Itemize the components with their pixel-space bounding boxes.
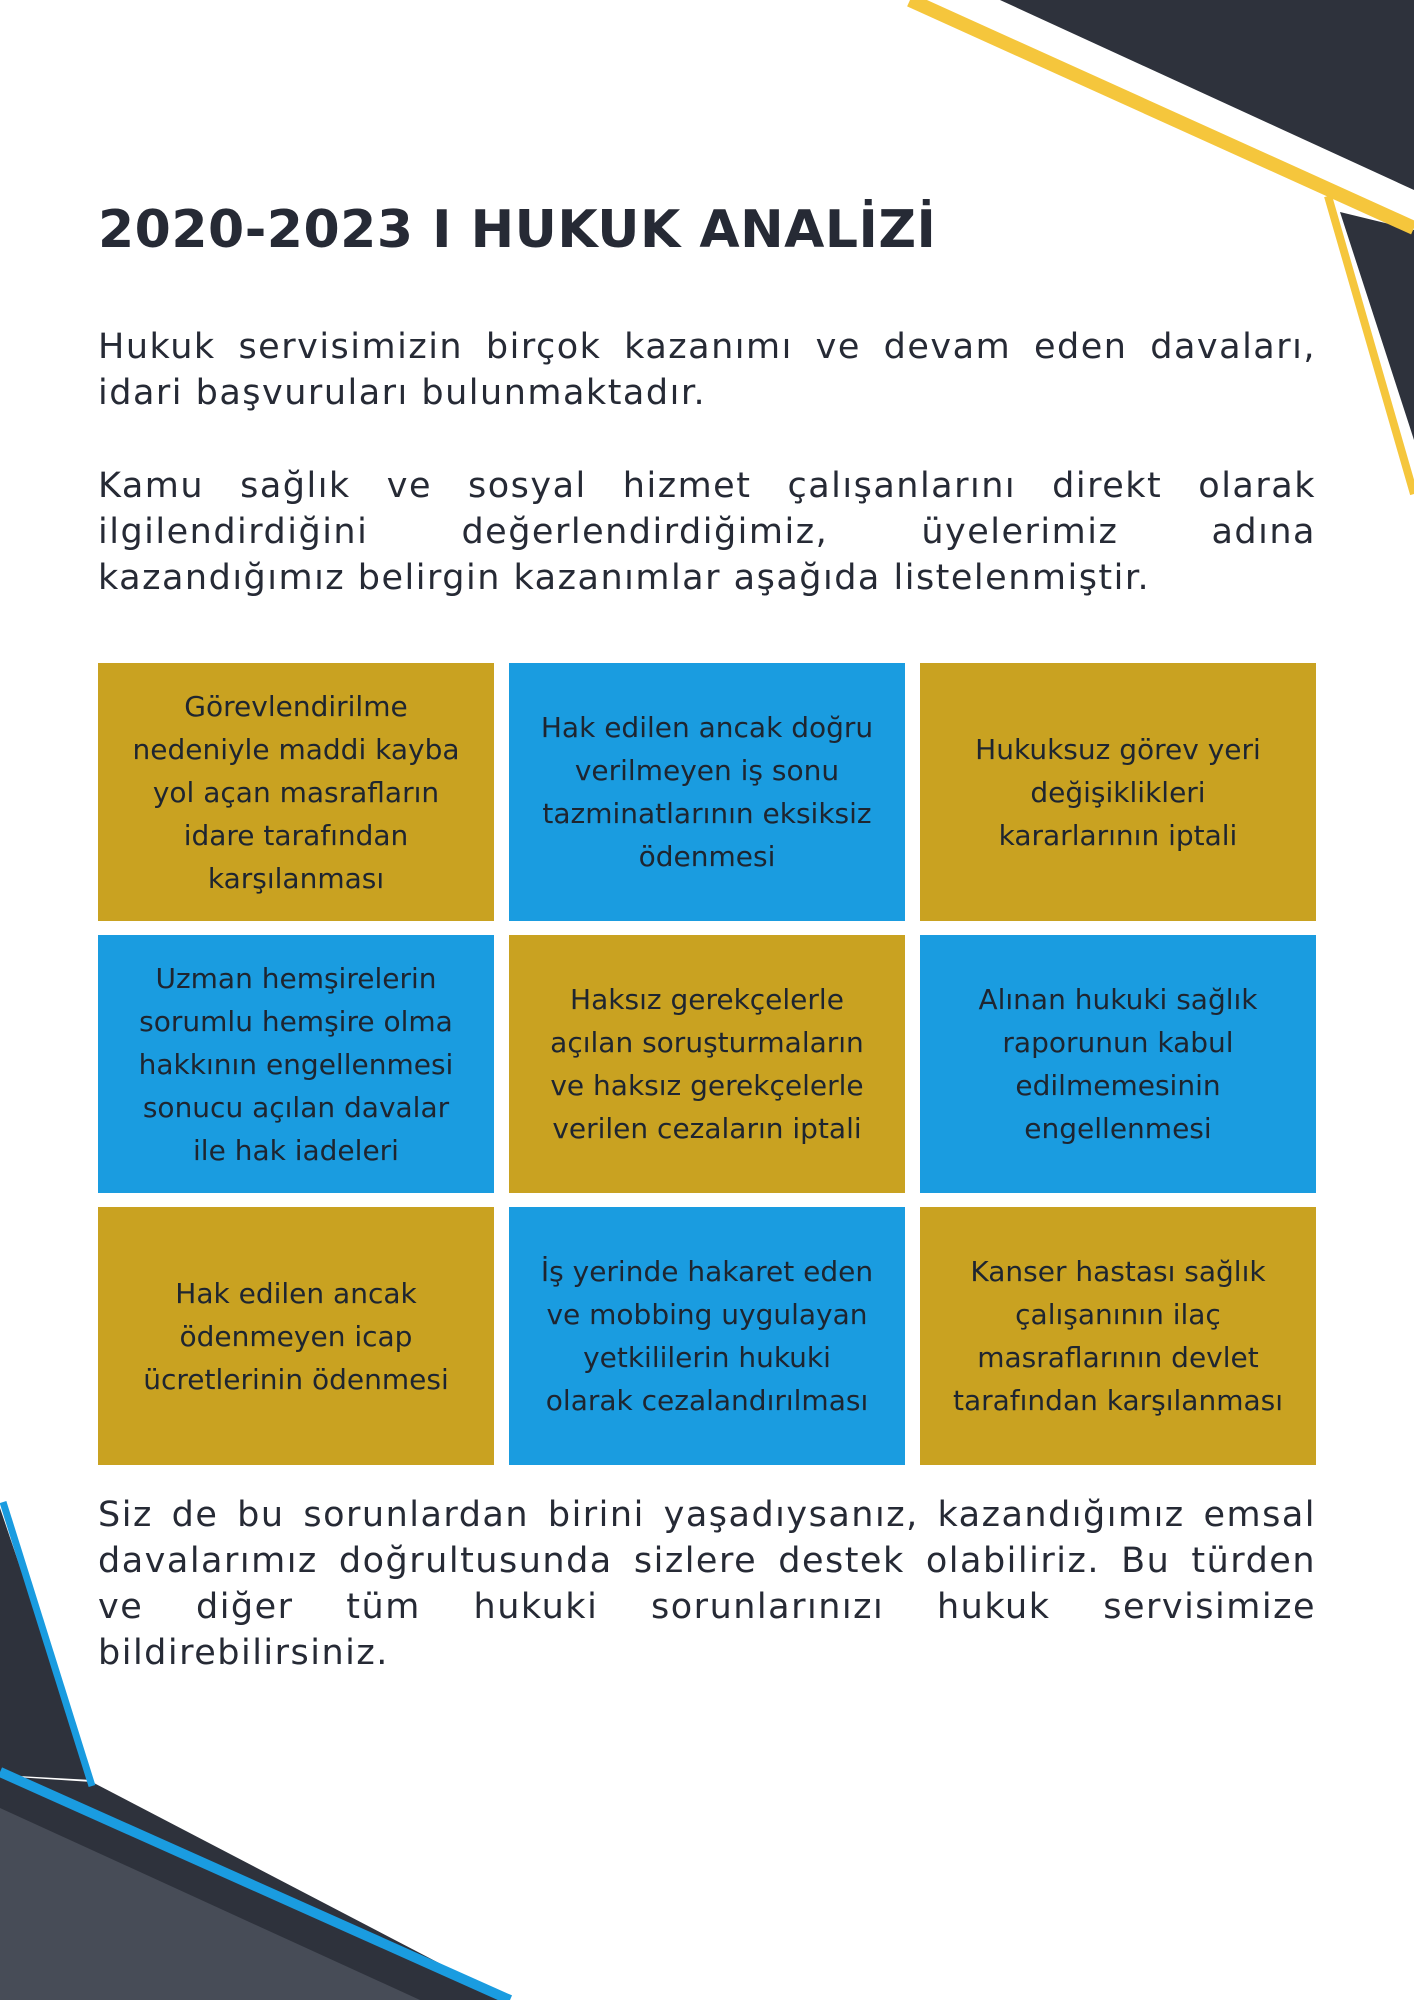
achievements-grid: [98, 663, 1316, 1465]
achievement-tile-5: Haksız gerekçelerle açılan soruşturmaların ve haksız gerekçelerle verilen cezaların iptali: [509, 935, 905, 1193]
achievement-tile-6: Alınan hukuki sağlık raporunun kabul edilmemesinin engellenmesi: [920, 935, 1316, 1193]
achievement-tile-3: Hukuksuz görev yeri değişiklikleri kararlarının iptali: [920, 663, 1316, 921]
achievement-tile-1: Görevlendirilme nedeniyle maddi kayba yol açan masrafların idare tarafından karşılanması: [98, 663, 494, 921]
top-right-dark-shape: [1000, 0, 1414, 190]
intro-paragraph-1: Hukuk servisimizin birçok kazanımı ve devam eden davaları, idari başvuruları bulunmaktadır.: [98, 327, 1316, 413]
closing-paragraph: Siz de bu sorunlardan birini yaşadıysanız, kazandığımız emsal davalarımız doğrultusunda sizlere destek olabiliriz. Bu türden ve diğer tüm hukuki sorunlarınızı hukuk servisimize bildirebilirsiniz.: [98, 1495, 1316, 1673]
achievement-tile-2: Hak edilen ancak doğru verilmeyen iş sonu tazminatlarının eksiksiz ödenmesi: [509, 663, 905, 921]
top-right-dark-shape-lower: [1340, 212, 1414, 440]
intro-paragraph-2: Kamu sağlık ve sosyal hizmet çalışanlarını direkt olarak ilgilendirdiğini değerlendirdiğimiz, üyelerimiz adına kazandığımız belirgin kazanımlar aşağıda listelenmiştir.: [98, 466, 1316, 598]
achievement-tile-9: Kanser hastası sağlık çalışanının ilaç masraflarının devlet tarafından karşılanması: [920, 1207, 1316, 1465]
achievement-tile-8: İş yerinde hakaret eden ve mobbing uygulayan yetkililerin hukuki olarak cezalandırılması: [509, 1207, 905, 1465]
achievement-tile-4: Uzman hemşirelerin sorumlu hemşire olma hakkının engellenmesi sonucu açılan davalar ile hak iadeleri: [98, 935, 494, 1193]
page-title: 2020-2023 I HUKUK ANALİZİ: [98, 200, 937, 260]
achievement-tile-7: Hak edilen ancak ödenmeyen icap ücretlerinin ödenmesi: [98, 1207, 494, 1465]
